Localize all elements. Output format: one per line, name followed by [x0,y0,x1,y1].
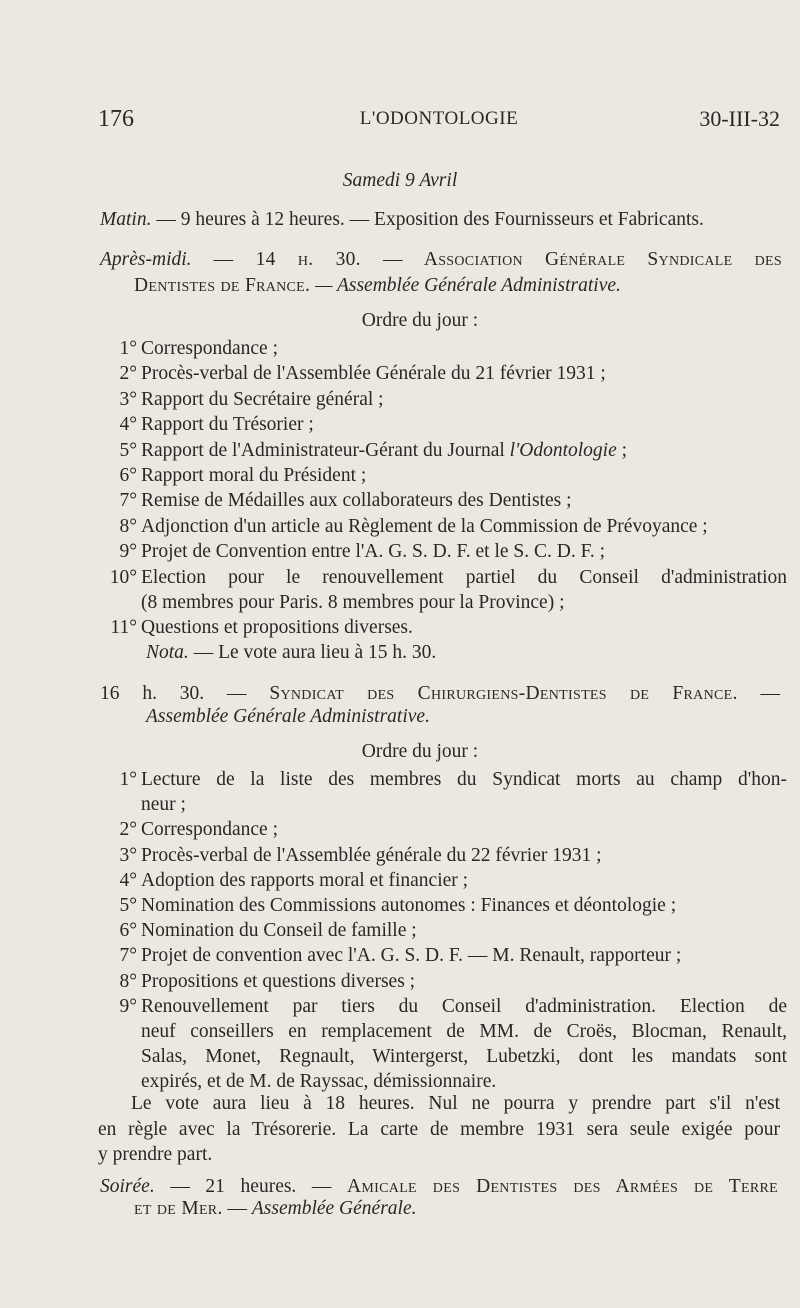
agenda-item-number: 2° [119,363,137,385]
agenda-item-number: 3° [119,844,137,866]
agenda-item-text [141,488,787,514]
syndicat-dash: — [737,683,781,704]
soiree-text: — 21 heures. — [154,1176,348,1197]
agenda-item-number: 8° [119,970,137,992]
agenda-item-text-main: Rapport moral du Président ; [141,465,367,486]
apres-midi-label: Après-midi. [100,249,192,270]
agenda-item-text-cont: neuf conseillers en remplacement de MM. de Croës, Blocman, Renault, [141,1021,787,1042]
agenda-item-text-main: Renouvellement par tiers du Conseil d'administration. Election de [141,995,787,1017]
agenda-item-number: 6° [119,920,137,942]
soiree-label: Soirée. [100,1176,155,1197]
agenda-item-number: 7° [119,945,137,967]
soiree-dash: — [222,1198,252,1219]
apres-midi-association: — 14 h. 30. — Association Générale Syndicale des [191,249,782,270]
agenda-item-text [141,412,787,438]
vote-line-2: en règle avec la Trésorerie. La carte de membre 1931 sera seule exigée pour [98,1118,780,1140]
agenda-item-text [141,463,787,489]
agenda-item-text [141,868,787,894]
issue-date: 30-III-32 [699,106,780,131]
agenda-item-text-main: Projet de Convention entre l'A. G. S. D. F. et le S. C. D. F. ; [141,541,606,563]
agenda-item-number: 11° [110,617,137,639]
apres-midi-assembly: — Assemblée Générale Administrative. [310,275,621,296]
day-title: Samedi 9 Avril [342,170,458,191]
agenda-item-number: 9° [119,541,137,563]
agenda-item-text-main: Remise de Médailles aux collaborateurs des Dentistes ; [141,490,572,512]
agenda-item-number: 8° [119,515,137,537]
soiree-assembly: Assemblée Générale. [251,1198,417,1219]
agenda-item-text [141,767,787,793]
syndicat-time: 16 h. 30. — [100,683,270,704]
journal-name: l'Odontologie [509,439,617,461]
agenda-item-text [141,994,787,1020]
agenda-item-text-main: Rapport du Secrétaire général ; [141,388,384,410]
agenda-item-text [141,817,787,843]
matin-label: Matin. [100,209,152,230]
agenda-item-text [141,615,787,641]
agenda-item-text [141,918,787,944]
syndicat-name: Syndicat des Chirurgiens-Dentistes de France. [269,683,738,704]
agenda-item-number: 9° [119,995,137,1017]
syndicat-line-1 [100,683,780,705]
agenda-item-text-cont: Salas, Monet, Regnault, Wintergerst, Lubetzki, dont les mandats sont [141,1046,787,1068]
agenda-item-text-main: Nomination du Conseil de famille ; [141,920,417,942]
agenda-item-number: 1° [119,338,137,359]
ordre-du-jour-heading-2: Ordre du jour : [361,741,479,762]
agenda-item-text-main: Propositions et questions diverses ; [141,970,416,992]
nota-line [146,642,436,664]
agenda-item-number: 7° [119,490,137,512]
agenda-item-text [141,943,787,969]
agenda-item-text-end: ; [616,439,628,461]
agenda-item-text-main: Questions et propositions diverses. [141,617,413,639]
agenda-item-text-main: Projet de convention avec l'A. G. S. D. F. — M. Renault, rapporteur ; [141,945,682,967]
agenda-item-text [141,565,787,591]
agenda-item-text-main: Procès-verbal de l'Assemblée générale du 22 février 1931 ; [141,844,602,866]
matin-line [100,209,786,231]
vote-paragraph [98,1091,780,1168]
agenda-item-text [141,843,787,869]
agenda-item-text [141,336,787,362]
syndicat-assembly: Assemblée Générale Administrative. [146,706,430,727]
agenda-item-text [141,438,787,464]
nota-text: — Le vote aura lieu à 15 h. 30. [188,642,437,663]
agenda-item-text-cont: expirés, et de M. de Rayssac, démissionnaire. [141,1071,497,1093]
agenda-item-text [141,969,787,995]
agenda-item-text [141,387,787,413]
agenda-item-number: 6° [119,465,137,486]
agenda-item-number: 4° [119,414,137,436]
agenda-item-number: 3° [119,388,137,410]
agenda-item-text-cont: (8 membres pour Paris. 8 membres pour la Province) ; [141,592,565,613]
agenda-item-text-main: Correspondance ; [141,819,278,841]
agenda-item-text-main: Adjonction d'un article au Règlement de la Commission de Prévoyance ; [141,515,708,537]
agenda-item-number: 5° [119,439,137,461]
page-number: 176 [98,106,134,132]
agenda-item-text-cont: neur ; [141,794,186,816]
agenda-item-number: 4° [119,869,137,891]
agenda-item-text-main: Rapport du Trésorier ; [141,414,314,436]
agenda-item-text-main: Adoption des rapports moral et financier ; [141,869,469,891]
running-header [98,106,780,136]
agenda-item-text [141,893,787,919]
agenda-item-text-main: Nomination des Commissions autonomes : Finances et déontologie ; [141,895,677,916]
matin-text: — 9 heures à 12 heures. — Exposition des Fournisseurs et Fabricants. [151,209,704,230]
soiree-line-1 [100,1176,778,1198]
vote-line-1: Le vote aura lieu à 18 heures. Nul ne pourra y prendre part s'il n'est [131,1093,780,1114]
soiree-amicale: Amicale des Dentistes des Armées de Terre [347,1176,778,1197]
agenda-item-text-main: Rapport de l'Administrateur-Gérant du Journal [141,439,510,461]
agenda-item-text [141,361,787,387]
ordre-du-jour-heading-1: Ordre du jour : [361,310,479,331]
nota-label: Nota. [146,642,189,663]
agenda-item-number: 10° [109,566,137,588]
apres-midi-line-1 [100,249,782,271]
soiree-line-2 [134,1198,416,1220]
agenda-item-number: 5° [119,895,137,916]
vote-line-3: y prendre part. [98,1144,213,1165]
agenda-item-text-main: Correspondance ; [141,338,278,359]
soiree-amicale-cont: et de Mer. [134,1198,223,1219]
agenda-item-text-main: Lecture de la liste des membres du Syndicat morts au champ d'hon- [141,769,787,790]
journal-title: L'ODONTOLOGIE [359,108,519,129]
agenda-item-text [141,514,787,540]
apres-midi-line-2 [134,275,621,297]
agenda-item-number: 1° [119,769,137,790]
apres-midi-association-cont: Dentistes de France. [134,275,311,296]
agenda-item-text-main: Procès-verbal de l'Assemblée Générale du 21 février 1931 ; [141,363,606,385]
agenda-item-text [141,539,787,565]
agenda-item-number: 2° [119,819,137,841]
agenda-item-text-main: Election pour le renouvellement partiel du Conseil d'administration [141,566,787,588]
